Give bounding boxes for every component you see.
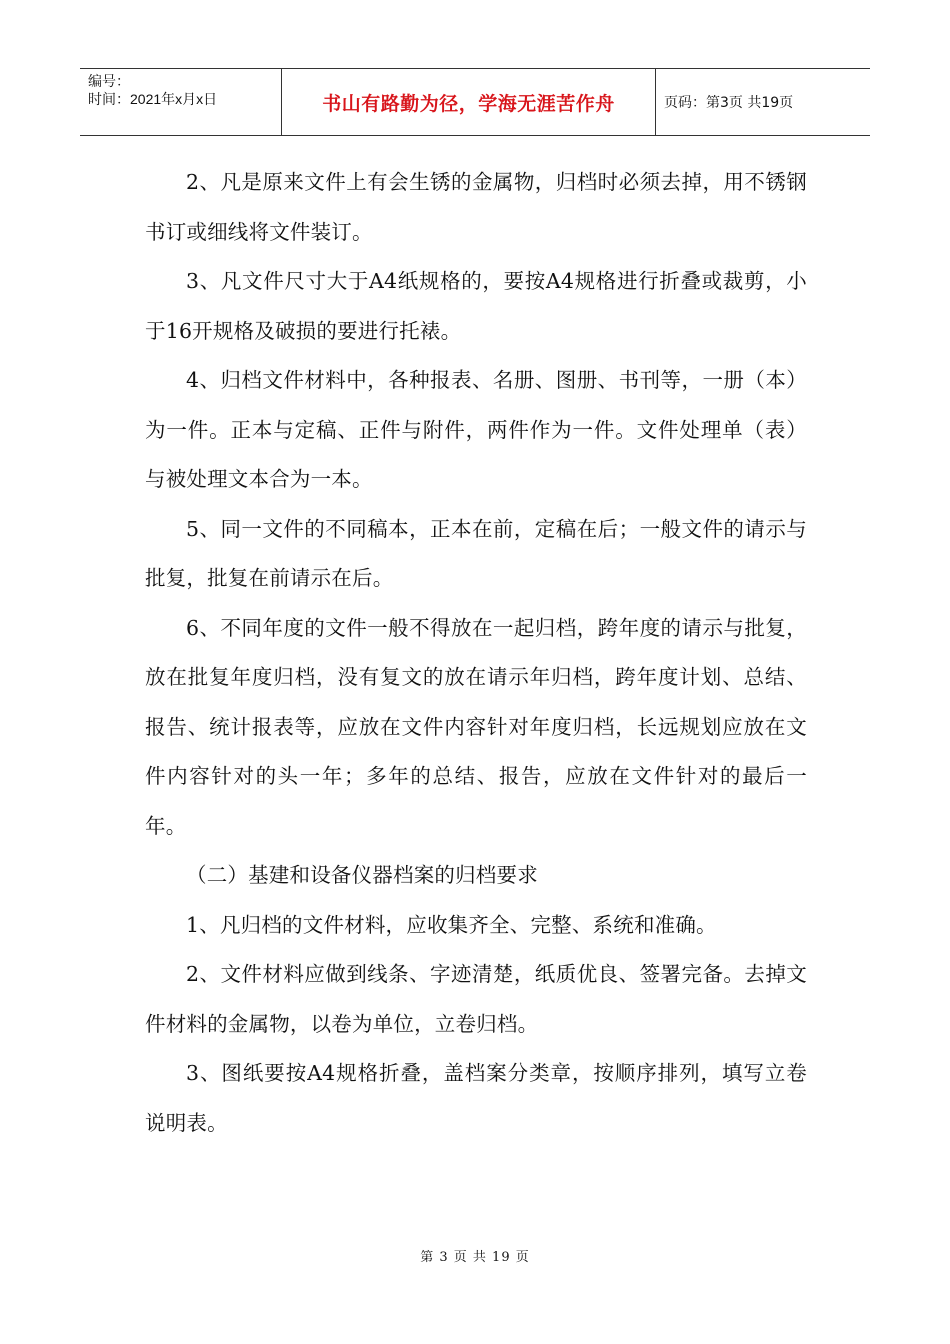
paragraph-item-4-unit: 4、归档文件材料中，各种报表、名册、图册、书刊等，一册（本）为一件。正本与定稿、正件与附件，两件作为一件。文件处理单（表）与被处理文本合为一本。 (145, 368, 807, 491)
paragraph-item-2-clarity: 2、文件材料应做到线条、字迹清楚，纸质优良、签署完备。去掉文件材料的金属物，以卷为单位，立卷归档。 (145, 962, 807, 1036)
paragraph-item-3-size: 3、凡文件尺寸大于A4纸规格的，要按A4规格进行折叠或裁剪，小于16开规格及破损的要进行托裱。 (145, 269, 807, 343)
paragraph-item-6-year: 6、不同年度的文件一般不得放在一起归档，跨年度的请示与批复，放在批复年度归档，没有复文的放在请示年归档，跨年度计划、总结、报告、统计报表等，应放在文件内容针对年度归档，长远规划应放在文件内容针对的头一年；多年的总结、报告，应放在文件针对的最后一年。 (145, 615, 807, 838)
page-header (80, 68, 870, 136)
paragraph-item-5-order: 5、同一文件的不同稿本，正本在前，定稿在后；一般文件的请示与批复，批复在前请示在后。 (145, 516, 807, 590)
header-page-cell (656, 69, 870, 135)
document-date-label: 时间：2021年x月x日 (88, 91, 218, 107)
document-body (145, 158, 807, 1148)
page-footer: 第 3 页 共 19 页 (420, 1250, 530, 1265)
paragraph-item-1-complete: 1、凡归档的文件材料，应收集齐全、完整、系统和准确。 (186, 912, 717, 937)
document-number-label: 编号： (88, 73, 130, 89)
header-page-info: 页码：第3页 共19页 (664, 95, 794, 111)
header-motto-cell (282, 69, 656, 135)
header-motto: 书山有路勤为径，学海无涯苦作舟 (322, 92, 615, 115)
header-meta-cell (80, 69, 282, 135)
section-heading: （二）基建和设备仪器档案的归档要求 (186, 863, 538, 887)
paragraph-item-2-metal: 2、凡是原来文件上有会生锈的金属物，归档时必须去掉，用不锈钢书订或细线将文件装订。 (145, 170, 807, 244)
paragraph-item-3-drawings: 3、图纸要按A4规格折叠，盖档案分类章，按顺序排列，填写立卷说明表。 (145, 1061, 807, 1135)
